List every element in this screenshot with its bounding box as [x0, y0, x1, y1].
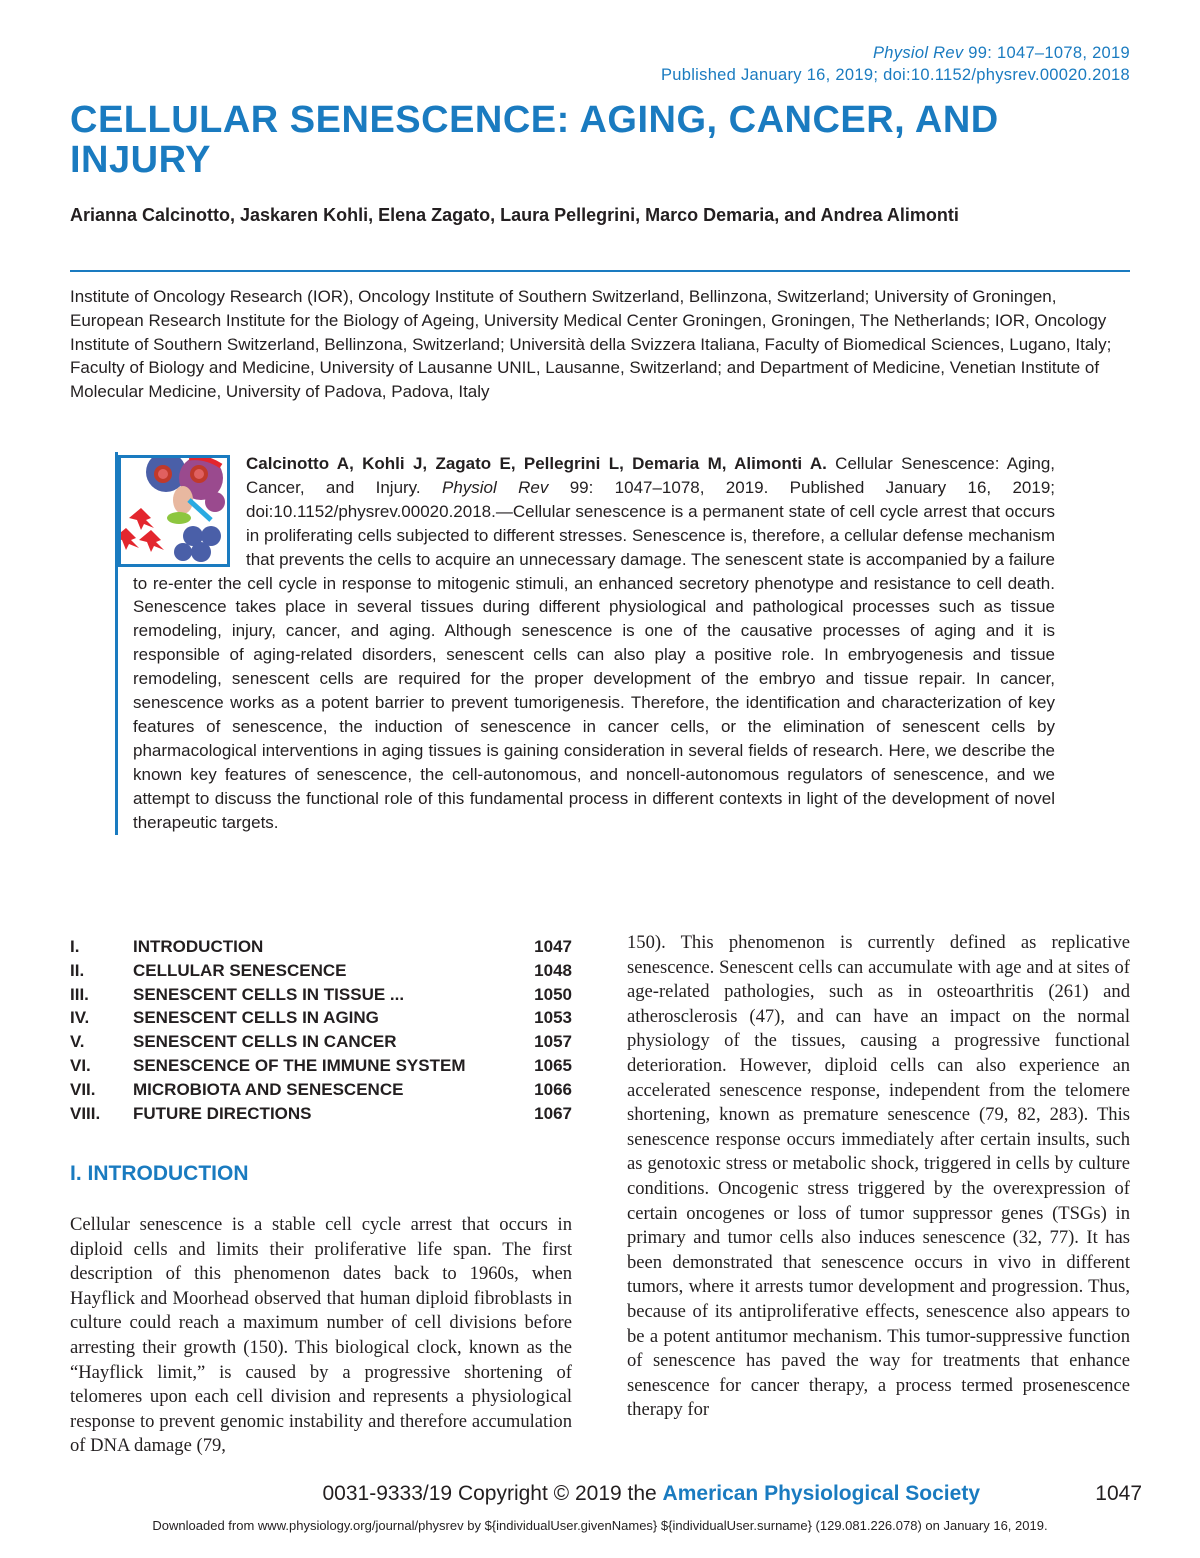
toc-entry[interactable]	[70, 983, 572, 1007]
table-of-contents	[70, 935, 572, 1125]
toc-label: MICROBIOTA AND SENESCENCE	[133, 1079, 404, 1099]
body-column-left: Cellular senescence is a stable cell cycle arrest that occurs in diploid cells and limits their proliferative life span. The first description of this phenomenon dates back to 1960s, when Hayflick and Moorhead observed that human diploid fibroblasts in culture could reach a maximum number of cell divisions before arresting their growth (150). This biological clock, known as the “Hayflick limit,” is caused by a progressive shortening of telomeres upon each cell division and represents a physiological response to prevent genomic instability and therefore accumulation of DNA damage (79,	[70, 1214, 572, 1457]
toc-label: SENESCENCE OF THE IMMUNE SYSTEM	[133, 1055, 466, 1075]
toc-page: 1053	[534, 1008, 572, 1028]
toc-entry[interactable]	[70, 935, 572, 959]
citation: 99: 1047–1078, 2019	[963, 44, 1130, 62]
toc-label: SENESCENT CELLS IN CANCER	[133, 1032, 397, 1052]
graphical-abstract-icon	[118, 455, 230, 567]
toc-number: I.	[70, 937, 80, 956]
toc-page: 1066	[534, 1079, 572, 1099]
abstract-citation-journal: Physiol Rev	[441, 477, 549, 497]
toc-label: INTRODUCTION	[133, 937, 264, 956]
toc-page: 1065	[534, 1055, 572, 1075]
toc-page: 1057	[534, 1032, 572, 1052]
journal-name: Physiol Rev	[873, 44, 964, 62]
toc-entry[interactable]	[70, 1078, 572, 1102]
toc-number: VI.	[70, 1055, 91, 1075]
toc-label: FUTURE DIRECTIONS	[133, 1103, 312, 1123]
toc-page: 1048	[534, 960, 572, 980]
body-column-right: 150). This phenomenon is currently defined as replicative senescence. Senescent cells can accumulate with age and at sites of age-related pathologies, such as in osteoarthritis (261) and atherosclerosis (47), and can have an impact on the normal physiology of the tissues, causing a progressive functional deterioration. However, diploid cells can also experience an accelerated senescence response, independent from the telomere shortening, known as premature senescence (79, 82, 283). This senescence response occurs immediately after certain insults, such as genotoxic stress or metabolic shock, triggered in cells by culture conditions. Oncogenic stress triggered by the overexpression of certain oncogenes or loss of tumor suppressor genes (TSGs) in primary and tumor cells also induces senescence (32, 77). It has been demonstrated that senescence occurs in vivo in different tumors, where it arrests tumor development and progression. Thus, because of its antiproliferative effects, senescence also appears to be a potent antitumor mechanism. This tumor-suppressive function of senescence has paved the way for treatments that enhance senescence for cancer therapy, a process termed prosenescence therapy for	[627, 932, 1130, 1421]
toc-number: VIII.	[70, 1103, 101, 1123]
abstract	[115, 452, 1055, 835]
abstract-text: Cellular senescence is a permanent state of cell cycle arrest that occurs in proliferating cells subjected to different stresses. Senescence is, therefore, a cellular defense mechanism that prevents the cells to acquire an unnecessary damage. The senescent state is accompanied by a failure to re-enter the cell cycle in response to mitogenic stimuli, an enhanced secretory phenotype and resistance to cell death. Senescence takes place in several tissues during different physiological and pathological processes such as tissue remodeling, injury, cancer, and aging. Although senescence is one of the causative processes of aging and it is responsible of aging-related disorders, senescent cells can also play a positive role. In embryogenesis and tissue remodeling, senescent cells are required for the proper development of the embryo and tissue repair. In cancer, senescence works as a potent barrier to prevent tumorigenesis. Therefore, the identification and characterization of key features of senescence, the induction of senescence in cancer cells, or the elimination of senescent cells by pharmacological interventions in aging tissues is gaining consideration in several fields of research. Here, we describe the known key features of senescence, the cell-autonomous, and noncell-autonomous regulators of senescence, and we attempt to discuss the functional role of this fundamental process in different contexts in light of the development of novel therapeutic targets.	[133, 501, 1055, 832]
journal-header	[661, 42, 1130, 86]
section-heading-introduction: I. INTRODUCTION	[70, 1162, 249, 1185]
toc-label: CELLULAR SENESCENCE	[133, 960, 347, 980]
copyright: 0031-9333/19 Copyright © 2019 the	[322, 1482, 663, 1505]
toc-page: 1047	[534, 937, 572, 956]
toc-number: IV.	[70, 1008, 90, 1028]
toc-entry[interactable]	[70, 1030, 572, 1054]
abstract-citation-title: Cellular Senescence: Aging, Cancer, and Injury.	[246, 454, 1056, 497]
authors: Arianna Calcinotto, Jaskaren Kohli, Elena Zagato, Laura Pellegrini, Marco Demaria, and Andrea Alimonti	[70, 205, 959, 225]
abstract-citation-authors: Calcinotto A, Kohli J, Zagato E, Pellegrini L, Demaria M, Alimonti A.	[246, 454, 827, 473]
download-notice: Downloaded from www.physiology.org/journal/physrev by ${individualUser.givenNames} ${individualUser.surname} (129.081.226.078) on January 16, 2019.	[152, 1518, 1048, 1533]
toc-page: 1067	[534, 1103, 572, 1123]
toc-page: 1050	[534, 984, 572, 1004]
toc-label: SENESCENT CELLS IN TISSUE ...	[133, 984, 405, 1004]
page-number: 1047	[1095, 1482, 1142, 1505]
divider	[70, 270, 1130, 272]
toc-number: II.	[70, 960, 85, 980]
toc-number: III.	[70, 984, 89, 1004]
article-title: CELLULAR SENESCENCE: AGING, CANCER, AND INJURY	[70, 99, 999, 181]
society-name: American Physiological Society	[662, 1482, 980, 1505]
toc-entry[interactable]	[70, 959, 572, 983]
toc-number: V.	[70, 1032, 85, 1052]
toc-label: SENESCENT CELLS IN AGING	[133, 1008, 379, 1028]
toc-entry[interactable]	[70, 1102, 572, 1126]
page-footer	[0, 1482, 1142, 1506]
toc-entry[interactable]	[70, 1006, 572, 1030]
abstract-citation-rest: 99: 1047–1078, 2019. Published January 16, 2019; doi:10.1152/physrev.00020.2018.—	[246, 477, 1055, 521]
published-doi: Published January 16, 2019; doi:10.1152/physrev.00020.2018	[660, 66, 1130, 84]
affiliations: Institute of Oncology Research (IOR), Oncology Institute of Southern Switzerland, Bellinzona, Switzerland; University of Groningen, European Research Institute for the Biology of Ageing, University Medical Center Groningen, Groningen, The Netherlands; IOR, Oncology Institute of Southern Switzerland, Bellinzona, Switzerland; Università della Svizzera Italiana, Faculty of Biomedical Sciences, Lugano, Italy; Faculty of Biology and Medicine, University of Lausanne UNIL, Lausanne, Switzerland; and Department of Medicine, Venetian Institute of Molecular Medicine, University of Padova, Padova, Italy	[70, 287, 1112, 402]
toc-entry[interactable]	[70, 1054, 572, 1078]
toc-number: VII.	[70, 1079, 96, 1099]
